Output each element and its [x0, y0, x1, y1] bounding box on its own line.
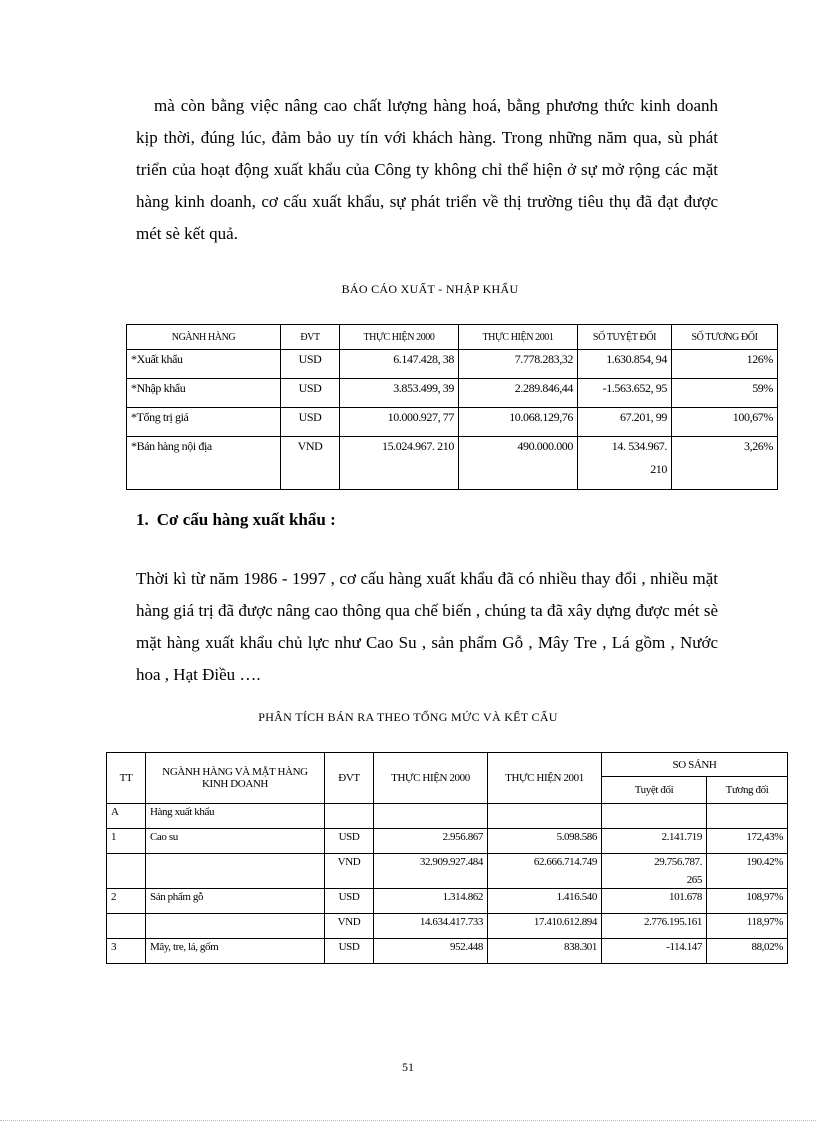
cell-value-2000: 2.956.867 — [374, 829, 488, 854]
cell-unit: USD — [281, 350, 340, 379]
cell-name — [146, 854, 325, 889]
table2-title: PHÂN TÍCH BÁN RA THEO TỔNG MỨC VÀ KẾT CẤU — [258, 710, 558, 724]
cell-absolute: 1.630.854, 94 — [578, 350, 672, 379]
header-nganh-hang: NGÀNH HÀNG VÀ MẶT HÀNG KINH DOANH — [146, 753, 325, 804]
table-row — [107, 914, 788, 939]
cell-value-2000: 15.024.967. 210 — [340, 437, 459, 490]
page-number: 51 — [402, 1060, 414, 1074]
header-th2000: THỰC HIỆN 2000 — [340, 325, 459, 350]
cell-category: *Xuất khẩu — [127, 350, 281, 379]
cell-absolute: -1.563.652, 95 — [578, 379, 672, 408]
header-tt: TT — [107, 753, 146, 804]
cell-relative: 172,43% — [707, 829, 788, 854]
cell-tt — [107, 854, 146, 889]
cell-value-2001: 5.098.586 — [488, 829, 602, 854]
cell-unit: VND — [281, 437, 340, 490]
cell-relative: 108,97% — [707, 889, 788, 914]
table-row — [107, 939, 788, 964]
cell-tt: 2 — [107, 889, 146, 914]
cell-tt: A — [107, 804, 146, 829]
cell-absolute — [578, 437, 672, 490]
cell-value-2001: 62.666.714.749 — [488, 854, 602, 889]
cell-tt — [107, 914, 146, 939]
table-row — [107, 889, 788, 914]
table-header-row — [107, 753, 788, 777]
cell-value-2001: 10.068.129,76 — [459, 408, 578, 437]
export-import-report-table — [126, 324, 778, 490]
cell-unit: USD — [281, 379, 340, 408]
cell-value-2001: 1.416.540 — [488, 889, 602, 914]
cell-relative: 190.42% — [707, 854, 788, 889]
header-dvt: ĐVT — [325, 753, 374, 804]
table-row — [127, 437, 778, 490]
cell-name — [146, 914, 325, 939]
cell-value-2001: 7.778.283,32 — [459, 350, 578, 379]
cell-value-2000: 1.314.862 — [374, 889, 488, 914]
cell-value-2000: 3.853.499, 39 — [340, 379, 459, 408]
cell-category: *Bán hàng nội địa — [127, 437, 281, 490]
sales-analysis-table — [106, 752, 788, 964]
cell-relative: 59% — [672, 379, 778, 408]
cell-absolute — [602, 854, 707, 889]
table-row — [107, 854, 788, 889]
header-nganh-hang: NGÀNH HÀNG — [127, 325, 281, 350]
cell-unit: USD — [325, 939, 374, 964]
table-row — [107, 829, 788, 854]
table1-title: BÁO CÁO XUẤT - NHẬP KHẨU — [341, 282, 519, 296]
table-row — [127, 408, 778, 437]
page-divider — [0, 1120, 816, 1121]
cell-absolute: 2.776.195.161 — [602, 914, 707, 939]
cell-unit: VND — [325, 914, 374, 939]
cell-name: Hàng xuất khẩu — [146, 804, 325, 829]
header-tuyet-doi: Tuyệt đối — [602, 777, 707, 804]
header-th2001: THỰC HIỆN 2001 — [459, 325, 578, 350]
cell-absolute-line1: 29.756.787. — [654, 856, 702, 868]
header-so-sanh: SO SÁNH — [602, 753, 788, 777]
cell-unit: USD — [281, 408, 340, 437]
cell-absolute: -114.147 — [602, 939, 707, 964]
table-header-row — [127, 325, 778, 350]
cell-unit: USD — [325, 889, 374, 914]
cell-unit: USD — [325, 829, 374, 854]
cell-relative: 118,97% — [707, 914, 788, 939]
cell-value-2001: 838.301 — [488, 939, 602, 964]
cell-absolute: 2.141.719 — [602, 829, 707, 854]
cell-value-2000: 6.147.428, 38 — [340, 350, 459, 379]
cell-category: *Nhập khẩu — [127, 379, 281, 408]
cell-value-2001: 2.289.846,44 — [459, 379, 578, 408]
cell-value-2001: 17.410.612.894 — [488, 914, 602, 939]
table-group-row — [107, 804, 788, 829]
body-paragraph-top: mà còn bằng việc nâng cao chất lượng hàng hoá, bằng phương thức kinh doanh kịp thời, đúng lúc, đảm bảo uy tín với khách hàng. Trong những năm qua, sù phát triển của hoạt động xuất khẩu của Công ty không chỉ thể hiện ở sự mở rộng các mặt hàng kinh doanh, cơ cấu xuất khẩu, sự phát triển về thị trường tiêu thụ đã đạt được mét sè kết quả. — [136, 96, 718, 243]
body-paragraph-mid: Thời kì từ năm 1986 - 1997 , cơ cấu hàng xuất khẩu đã có nhiều thay đổi , nhiều mặt hàng giá trị đã được nâng cao thông qua chế biến , chúng ta đã xây dựng được mét sè mặt hàng xuất khẩu chủ lực như Cao Su , sản phẩm Gỗ , Mây Tre , Lá gồm , Nước hoa , Hạt Điều …. — [136, 569, 718, 684]
section-number: 1. — [136, 510, 149, 529]
cell-tt: 3 — [107, 939, 146, 964]
cell-category: *Tổng trị giá — [127, 408, 281, 437]
table-row — [127, 379, 778, 408]
cell-absolute: 101.678 — [602, 889, 707, 914]
cell-relative: 126% — [672, 350, 778, 379]
cell-name: Mây, tre, lá, gốm — [146, 939, 325, 964]
section-heading — [136, 510, 336, 530]
section-title: Cơ cấu hàng xuất khẩu : — [156, 510, 336, 529]
header-relative: SỐ TƯƠNG ĐỐI — [672, 325, 778, 350]
table-row — [127, 350, 778, 379]
cell-name: Sản phẩm gỗ — [146, 889, 325, 914]
header-th2000: THỰC HIỆN 2000 — [374, 753, 488, 804]
cell-tt: 1 — [107, 829, 146, 854]
header-dvt: ĐVT — [281, 325, 340, 350]
cell-absolute-line1: 14. 534.967. — [611, 439, 667, 453]
cell-absolute-line2: 265 — [686, 874, 702, 886]
cell-absolute-line2: 210 — [650, 462, 667, 476]
cell-value-2000: 14.634.417.733 — [374, 914, 488, 939]
cell-name: Cao su — [146, 829, 325, 854]
header-absolute: SỐ TUYỆT ĐỐI — [578, 325, 672, 350]
cell-absolute: 67.201, 99 — [578, 408, 672, 437]
header-tuong-doi: Tương đối — [707, 777, 788, 804]
cell-value-2000: 10.000.927, 77 — [340, 408, 459, 437]
cell-relative: 88,02% — [707, 939, 788, 964]
cell-value-2001: 490.000.000 — [459, 437, 578, 490]
cell-unit: VND — [325, 854, 374, 889]
cell-value-2000: 952.448 — [374, 939, 488, 964]
cell-value-2000: 32.909.927.484 — [374, 854, 488, 889]
header-th2001: THỰC HIỆN 2001 — [488, 753, 602, 804]
cell-relative: 3,26% — [672, 437, 778, 490]
cell-relative: 100,67% — [672, 408, 778, 437]
